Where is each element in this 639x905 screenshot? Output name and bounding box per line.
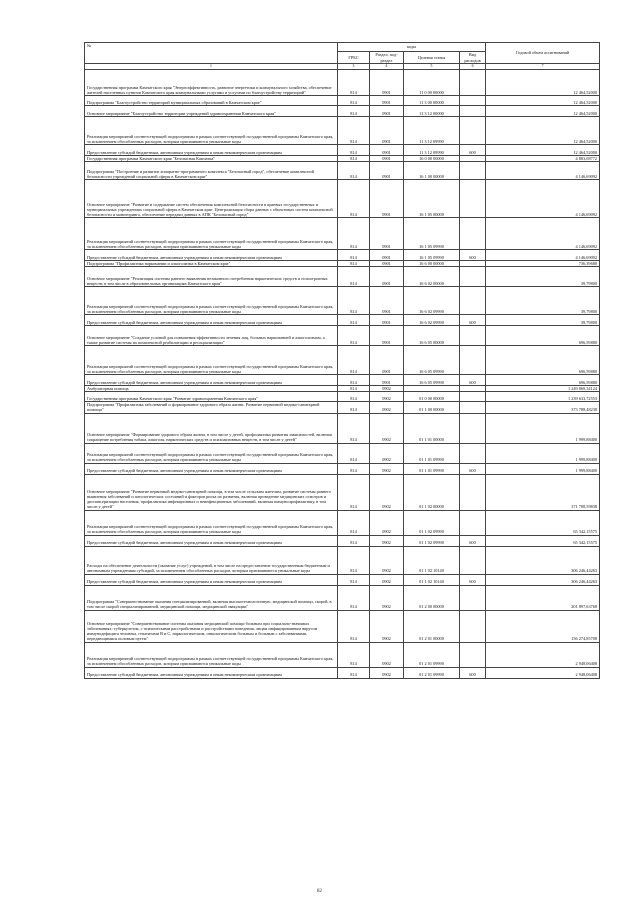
row-name: Подпрограмма "Благоустройство территорий муниципальных образований в Камчатском крае" <box>85 96 338 106</box>
grbs-code: 814 <box>338 402 370 413</box>
table-row <box>85 463 600 474</box>
table-row <box>85 392 600 402</box>
page-number: 82 <box>317 889 322 894</box>
expense-type-code <box>460 585 486 610</box>
table-row <box>85 642 600 667</box>
grbs-code: 814 <box>338 375 370 386</box>
row-name: Реализация мероприятий соответствующей подпрограммы в рамках соответствующей государственной программы Камчатского края, за исключением обособленных расходов, которым присваиваются уникальные коды <box>85 510 338 535</box>
row-name: Основное мероприятие "Развитие и содержание систем обеспечения комплексной безопасности в краевых государственных и муниципальных учреждениях социальной сферы в Камчатском крае. Централизация сбора данных с объектовых систем комплексной безопасности и мониторинга, обеспечение передачи данных в АПК "Безопасный город" <box>85 180 338 218</box>
section-code: 0902 <box>370 574 404 585</box>
expense-type-code <box>460 267 486 287</box>
annual-amount: 306 246,44263 <box>486 574 600 585</box>
expense-type-code: 600 <box>460 375 486 386</box>
grbs-code: 814 <box>338 218 370 250</box>
expense-type-code <box>460 218 486 250</box>
annual-amount: 12 464,52000 <box>486 145 600 156</box>
grbs-code: 814 <box>338 267 370 287</box>
target-article-code: 01 2 00 00000 <box>404 585 460 610</box>
grbs-code: 814 <box>338 667 370 678</box>
target-article-code: 01 1 02 00000 <box>404 474 460 510</box>
section-code: 0902 <box>370 386 404 392</box>
row-name: Реализация мероприятий соответствующей подпрограммы в рамках соответствующей государственной программы Камчатского края, за исключением обособленных расходов, которым присваиваются уникальные коды <box>85 642 338 667</box>
annual-amount: 4 146,69092 <box>486 250 600 261</box>
section-code: 0902 <box>370 443 404 463</box>
grbs-code: 814 <box>338 474 370 510</box>
table-row <box>85 218 600 250</box>
target-article-code: 16 1 05 09990 <box>404 250 460 261</box>
annual-amount: 4 146,69092 <box>486 218 600 250</box>
expense-type-code <box>460 70 486 96</box>
target-article-code: 16 6 05 09990 <box>404 375 460 386</box>
row-name: Предоставление субсидий бюджетным, автономным учреждениям и иным некоммерческим организациям <box>85 667 338 678</box>
section-code: 0901 <box>370 218 404 250</box>
expense-type-code <box>460 106 486 117</box>
grbs-code: 814 <box>338 117 370 145</box>
target-article-code: 01 1 02 09990 <box>404 510 460 535</box>
table-row <box>85 375 600 386</box>
target-article-code: 01 0 00 00000 <box>404 392 460 402</box>
grbs-code: 814 <box>338 145 370 156</box>
table-row <box>85 546 600 574</box>
target-article-code: 01 1 01 09990 <box>404 463 460 474</box>
table-row <box>85 180 600 218</box>
column-number: 4 <box>370 64 404 70</box>
annual-amount: 156 274,85708 <box>486 610 600 642</box>
column-number: 1 <box>85 64 338 70</box>
annual-amount: 65 342,15575 <box>486 510 600 535</box>
target-article-code: 01 2 01 00000 <box>404 610 460 642</box>
target-article-code: 01 1 01 00000 <box>404 413 460 443</box>
annual-amount: 65 342,15575 <box>486 535 600 546</box>
target-article-code: 16 6 05 00000 <box>404 326 460 346</box>
grbs-code: 814 <box>338 463 370 474</box>
section-code: 0902 <box>370 413 404 443</box>
table-row <box>85 326 600 346</box>
grbs-code: 814 <box>338 326 370 346</box>
target-article-code: 16 0 00 00000 <box>404 156 460 162</box>
target-article-code: 11 3 12 00000 <box>404 106 460 117</box>
row-name: Предоставление субсидий бюджетным, автономным учреждениям и иным некоммерческим организациям <box>85 145 338 156</box>
grbs-code: 814 <box>338 546 370 574</box>
section-code: 0902 <box>370 535 404 546</box>
annual-amount: 39,79800 <box>486 315 600 326</box>
section-code: 0901 <box>370 106 404 117</box>
table-row <box>85 96 600 106</box>
expense-type-code <box>460 117 486 145</box>
annual-amount: 201 897,63768 <box>486 585 600 610</box>
section-code: 0901 <box>370 70 404 96</box>
codes-group-header: коды <box>338 43 486 52</box>
annual-amount: 39,79800 <box>486 267 600 287</box>
target-article-code: 11 3 12 09990 <box>404 117 460 145</box>
annual-amount: 696,59880 <box>486 326 600 346</box>
budget-allocation-table <box>84 42 600 679</box>
annual-amount: 12 464,52000 <box>486 117 600 145</box>
table-header <box>85 43 600 70</box>
table-body <box>85 70 600 678</box>
table-row <box>85 535 600 546</box>
table-row <box>85 106 600 117</box>
annual-amount: 736,39680 <box>486 261 600 267</box>
grbs-code: 814 <box>338 96 370 106</box>
target-article-header: Целевая статья <box>404 52 460 64</box>
expense-type-code <box>460 392 486 402</box>
section-code: 0901 <box>370 326 404 346</box>
grbs-code: 814 <box>338 535 370 546</box>
row-name: Реализация мероприятий соответствующей подпрограммы в рамках соответствующей государственной программы Камчатского края, за исключением обособленных расходов, которым присваиваются уникальные коды <box>85 287 338 315</box>
grbs-code: 814 <box>338 315 370 326</box>
expense-type-header: Вид расходов <box>460 52 486 64</box>
target-article-code: 01 1 02 10140 <box>404 546 460 574</box>
row-name: Предоставление субсидий бюджетным, автономным учреждениям и иным некоммерческим организациям <box>85 250 338 261</box>
target-article-code: 16 6 02 09990 <box>404 315 460 326</box>
column-number-header: № <box>85 43 338 64</box>
row-name: Основное мероприятие "Реализация системы раннего выявления незаконного потребления наркотических средств и психотропных веществ, в том числе в образовательных организациях Камчатского края" <box>85 267 338 287</box>
row-name: Предоставление субсидий бюджетным, автономным учреждениям и иным некоммерческим организациям <box>85 463 338 474</box>
section-code: 0901 <box>370 315 404 326</box>
table-row <box>85 413 600 443</box>
target-article-code: 16 6 05 09990 <box>404 346 460 375</box>
grbs-code: 814 <box>338 162 370 180</box>
section-code: 0901 <box>370 180 404 218</box>
table-row <box>85 610 600 642</box>
annual-amount: 371 788,59838 <box>486 474 600 510</box>
table-row <box>85 667 600 678</box>
row-name: Расходы на обеспечение деятельности (оказание услуг) учреждений, в том числе на предоставление государственным бюджетным и автономным учреждениям субсидий, за исключением обособленных расходов, которым присваиваются уникальные коды <box>85 546 338 574</box>
target-article-code: 11 3 12 09990 <box>404 145 460 156</box>
grbs-code: 814 <box>338 180 370 218</box>
annual-amount: 12 464,52000 <box>486 106 600 117</box>
grbs-code: 814 <box>338 510 370 535</box>
row-name: Государственная программа Камчатского края "Развитие здравоохранения Камчатского края" <box>85 392 338 402</box>
section-code: 0902 <box>370 402 404 413</box>
expense-type-code <box>460 180 486 218</box>
row-name: Подпрограмма "Профилактика заболеваний и формирование здорового образа жизни. Развитие первичной медико-санитарной помощи" <box>85 402 338 413</box>
section-code: 0901 <box>370 375 404 386</box>
table-row <box>85 402 600 413</box>
table-row <box>85 162 600 180</box>
expense-type-code <box>460 546 486 574</box>
expense-type-code <box>460 642 486 667</box>
row-name: Реализация мероприятий соответствующей подпрограммы в рамках соответствующей государственной программы Камчатского края, за исключением обособленных расходов, которым присваиваются уникальные коды <box>85 218 338 250</box>
section-code: 0902 <box>370 463 404 474</box>
table-row <box>85 267 600 287</box>
row-name: Реализация мероприятий соответствующей подпрограммы в рамках соответствующей государственной программы Камчатского края, за исключением обособленных расходов, которым присваиваются уникальные коды <box>85 443 338 463</box>
table-row <box>85 145 600 156</box>
row-name: Государственная программа Камчатского края "Энергоэффективность, развитие энергетики и коммунального хозяйства, обеспечение жителей населенных пунктов Камчатского края коммунальными услугами и услугами по благоустройству территорий" <box>85 70 338 96</box>
grbs-code: 814 <box>338 413 370 443</box>
row-name: Основное мероприятие "Совершенствование системы оказания медицинской помощи больным при социально-значимых заболеваниях: туберкулезом, с психическими расстройствами и расстройствами поведения, лицам инфицированным вирусом иммунодефицита человека, гепатитами B и C, наркологическим, онкологическим больным и больным с заболеваниями, передающимися половым путем" <box>85 610 338 642</box>
annual-amount: 696,59880 <box>486 346 600 375</box>
annual-amount: 696,59880 <box>486 375 600 386</box>
row-name: Государственная программа Камчатского края "Безопасная Камчатка" <box>85 156 338 162</box>
section-code: 0901 <box>370 250 404 261</box>
grbs-code: 814 <box>338 443 370 463</box>
table-row <box>85 346 600 375</box>
section-code: 0901 <box>370 346 404 375</box>
row-name: Предоставление субсидий бюджетным, автономным учреждениям и иным некоммерческим организациям <box>85 535 338 546</box>
expense-type-code <box>460 96 486 106</box>
row-name: Основное мероприятие "Формирование здорового образа жизни, в том числе у детей, профилактика развития зависимостей, включая сокращение потребления табака, алкоголя, наркотических средств и психоактивных веществ, в том числе у детей" <box>85 413 338 443</box>
section-code: 0902 <box>370 392 404 402</box>
section-code: 0901 <box>370 261 404 267</box>
expense-type-code <box>460 443 486 463</box>
target-article-code: 11 0 00 00000 <box>404 70 460 96</box>
annual-amount: 1 249 869,54124 <box>486 386 600 392</box>
row-name: Подпрограмма "Совершенствование оказания специализированной, включая высокотехнологичную, медицинской помощи, скорой, в том числе скорой специализированной, медицинской помощи, медицинской эвакуации" <box>85 585 338 610</box>
grbs-code: 814 <box>338 70 370 96</box>
row-name: Основное мероприятие "Благоустройство территории учреждений здравоохранения Камчатского края" <box>85 106 338 117</box>
column-number: 7 <box>486 64 600 70</box>
annual-volume-header: Годовой объем ассигнований <box>486 43 600 64</box>
table-row <box>85 287 600 315</box>
grbs-code: 814 <box>338 574 370 585</box>
grbs-code: 814 <box>338 106 370 117</box>
section-code: 0901 <box>370 96 404 106</box>
target-article-code: 01 2 01 09990 <box>404 642 460 667</box>
table-row <box>85 585 600 610</box>
section-code: 0901 <box>370 145 404 156</box>
column-number: 5 <box>404 64 460 70</box>
section-header: Раздел, под-раздел <box>370 52 404 64</box>
target-article-code: 01 2 01 09990 <box>404 667 460 678</box>
row-name: Реализация мероприятий соответствующей подпрограммы в рамках соответствующей государственной программы Камчатского края, за исключением обособленных расходов, которым присваиваются уникальные коды <box>85 117 338 145</box>
grbs-code: 814 <box>338 287 370 315</box>
expense-type-code <box>460 510 486 535</box>
row-name: Предоставление субсидий бюджетным, автономным учреждениям и иным некоммерческим организациям <box>85 375 338 386</box>
table-row <box>85 574 600 585</box>
annual-amount: 373 788,48238 <box>486 402 600 413</box>
section-code: 0902 <box>370 610 404 642</box>
target-article-code: 16 1 00 00000 <box>404 162 460 180</box>
target-article-code: 01 1 01 09990 <box>404 443 460 463</box>
expense-type-code: 600 <box>460 250 486 261</box>
grbs-code: 814 <box>338 156 370 162</box>
section-code: 0901 <box>370 156 404 162</box>
annual-amount: 12 464,52000 <box>486 70 600 96</box>
expense-type-code <box>460 346 486 375</box>
annual-amount: 306 246,44263 <box>486 546 600 574</box>
column-number: 6 <box>460 64 486 70</box>
expense-type-code <box>460 287 486 315</box>
expense-type-code <box>460 413 486 443</box>
grbs-code: 814 <box>338 261 370 267</box>
grbs-code: 814 <box>338 386 370 392</box>
row-name: Подпрограмма "Построение и развитие аппаратно-программного комплекса "Безопасный город", обеспечение комплексной безопасности учреждений социальной сферы в Камчатском крае" <box>85 162 338 180</box>
expense-type-code: 600 <box>460 315 486 326</box>
table-row <box>85 474 600 510</box>
grbs-code: 814 <box>338 346 370 375</box>
row-name: Подпрограмма "Профилактика наркомании и алкоголизма в Камчатском крае" <box>85 261 338 267</box>
table-row <box>85 510 600 535</box>
target-article-code: 16 6 00 00000 <box>404 261 460 267</box>
expense-type-code <box>460 474 486 510</box>
row-name: Амбулаторная помощь <box>85 386 338 392</box>
section-code: 0902 <box>370 667 404 678</box>
table-row <box>85 70 600 96</box>
target-article-code: 16 6 02 09990 <box>404 287 460 315</box>
section-code: 0901 <box>370 117 404 145</box>
row-name: Основное мероприятие "Развитие первичной медико-санитарной помощи, в том числе сельским жителям, развитие системы раннего выявления заболеваний и патологических состояний и факторов риска их развития, включая проведение медицинских осмотров и диспансеризации населения, профилактика инфекционных и неинфекционных заболеваний, включая иммунопрофилактику, в том числе у детей" <box>85 474 338 510</box>
expense-type-code <box>460 402 486 413</box>
table-row <box>85 443 600 463</box>
expense-type-code: 600 <box>460 574 486 585</box>
annual-amount: 4 146,69092 <box>486 180 600 218</box>
section-code: 0902 <box>370 510 404 535</box>
expense-type-code <box>460 162 486 180</box>
table-row <box>85 250 600 261</box>
target-article-code: 16 1 05 00000 <box>404 180 460 218</box>
section-code: 0901 <box>370 162 404 180</box>
annual-amount: 1 999,88400 <box>486 413 600 443</box>
section-code: 0902 <box>370 474 404 510</box>
annual-amount: 2 948,06408 <box>486 642 600 667</box>
table-row <box>85 315 600 326</box>
target-article-code: 16 1 05 09990 <box>404 218 460 250</box>
annual-amount: 12 464,52000 <box>486 96 600 106</box>
target-article-code: 11 3 00 00000 <box>404 96 460 106</box>
row-name: Основное мероприятие "Создание условий для повышения эффективности лечения лиц, больных наркоманией и алкоголизмом, а также развитие системы их комплексной реабилитации и ресоциализации" <box>85 326 338 346</box>
annual-amount: 4 146,69092 <box>486 162 600 180</box>
grbs-code: 814 <box>338 642 370 667</box>
section-code: 0901 <box>370 287 404 315</box>
expense-type-code: 600 <box>460 535 486 546</box>
annual-amount: 39,79800 <box>486 287 600 315</box>
section-code: 0902 <box>370 585 404 610</box>
row-name: Реализация мероприятий соответствующей подпрограммы в рамках соответствующей государственной программы Камчатского края, за исключением обособленных расходов, которым присваиваются уникальные коды <box>85 346 338 375</box>
column-number: 3 <box>338 64 370 70</box>
grbs-code: 814 <box>338 610 370 642</box>
target-article-code: 01 1 02 09990 <box>404 535 460 546</box>
annual-amount: 1 239 633,72553 <box>486 392 600 402</box>
row-name: Предоставление субсидий бюджетным, автономным учреждениям и иным некоммерческим организациям <box>85 574 338 585</box>
document-page <box>84 42 599 679</box>
target-article-code: 01 1 02 10140 <box>404 574 460 585</box>
expense-type-code <box>460 326 486 346</box>
annual-amount: 2 948,06408 <box>486 667 600 678</box>
expense-type-code: 600 <box>460 463 486 474</box>
expense-type-code: 600 <box>460 667 486 678</box>
target-article-code: 01 1 00 00000 <box>404 402 460 413</box>
grbs-code: 814 <box>338 585 370 610</box>
annual-amount: 1 999,88400 <box>486 443 600 463</box>
grbs-header: ГРБС <box>338 52 370 64</box>
target-article-code: 16 6 02 00000 <box>404 267 460 287</box>
expense-type-code: 600 <box>460 145 486 156</box>
annual-amount: 1 999,88400 <box>486 463 600 474</box>
section-code: 0902 <box>370 546 404 574</box>
grbs-code: 814 <box>338 392 370 402</box>
row-name: Предоставление субсидий бюджетным, автономным учреждениям и иным некоммерческим организациям <box>85 315 338 326</box>
annual-amount: 4 883,08772 <box>486 156 600 162</box>
expense-type-code <box>460 610 486 642</box>
table-row <box>85 117 600 145</box>
grbs-code: 814 <box>338 250 370 261</box>
section-code: 0901 <box>370 267 404 287</box>
section-code: 0902 <box>370 642 404 667</box>
